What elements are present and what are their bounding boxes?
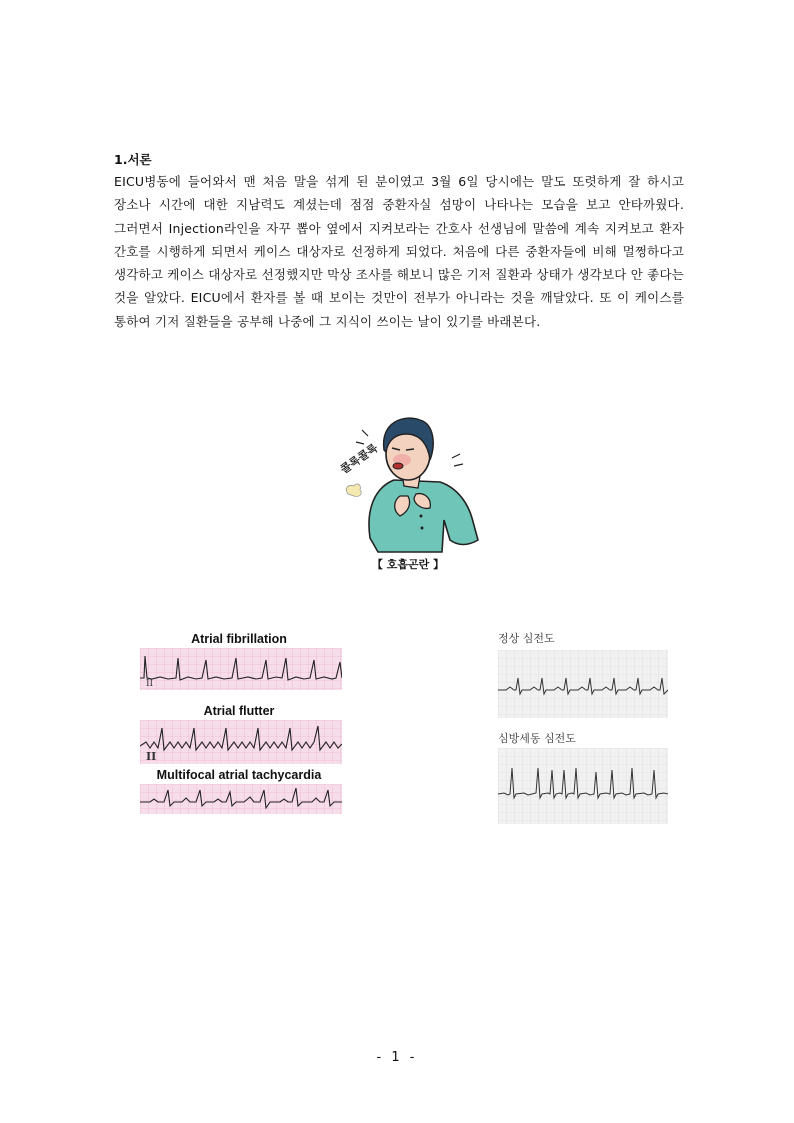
cough-sound-text: 콜록콜록 xyxy=(338,441,381,477)
normal-ecg-strip xyxy=(498,650,668,718)
lead-label: II xyxy=(146,750,157,763)
page-number: - 1 - xyxy=(376,1050,418,1065)
coughing-person-icon xyxy=(308,400,508,560)
atrial-flutter-title: Atrial flutter xyxy=(203,704,275,718)
atrial-fibrillation-title: Atrial fibrillation xyxy=(191,632,287,646)
introduction-section xyxy=(114,150,684,333)
multifocal-atrial-tachycardia-strip xyxy=(140,784,342,814)
illustration-caption: 【 호흡곤란 】 xyxy=(371,558,445,571)
af-ecg-label: 심방세동 심전도 xyxy=(498,732,576,745)
lead-label: II xyxy=(146,679,154,689)
multifocal-atrial-tachycardia-title: Multifocal atrial tachycardia xyxy=(156,768,322,782)
arrhythmia-ecg-panel xyxy=(136,628,342,816)
normal-ecg-label: 정상 심전도 xyxy=(498,632,555,645)
normal-vs-af-ecg-panel xyxy=(494,622,668,826)
dyspnea-illustration xyxy=(308,400,508,580)
atrial-flutter-strip xyxy=(140,720,342,764)
af-ecg-strip xyxy=(498,748,668,824)
introduction-paragraph: EICU병동에 들어와서 맨 처음 말을 섞게 된 분이였고 3월 6일 당시에는 말도 또렷하게 잘 하시고 장소나 시간에 대한 지남력도 계셨는데 점점 중환자실 섬망이 나타나는 모습을 보고 안타까웠다. 그러면서 Injection라인을 자꾸 뽑아 옆에서 지켜보라는 간호사 선생님에 말씀에 계속 지켜보고 환자 간호를 시행하게 되면서 케이스 대상자로 선정하게 되었다. 처음에 다른 중환자들에 비해 멀쩡하다고 생각하고 케이스 대상자로 선정했지만 막상 조사를 해보니 많은 기저 질환과 상태가 생각보다 안 좋다는 것을 알았다. EICU에서 환자를 볼 때 보이는 것만이 전부가 아니라는 것을 깨달았다. 또 이 케이스를 통하여 기저 질환들을 공부해 나중에 그 지식이 쓰이는 날이 있기를 바래본다. xyxy=(114,174,684,329)
atrial-fibrillation-strip xyxy=(140,648,342,690)
section-heading: 1.서론 xyxy=(114,152,152,167)
